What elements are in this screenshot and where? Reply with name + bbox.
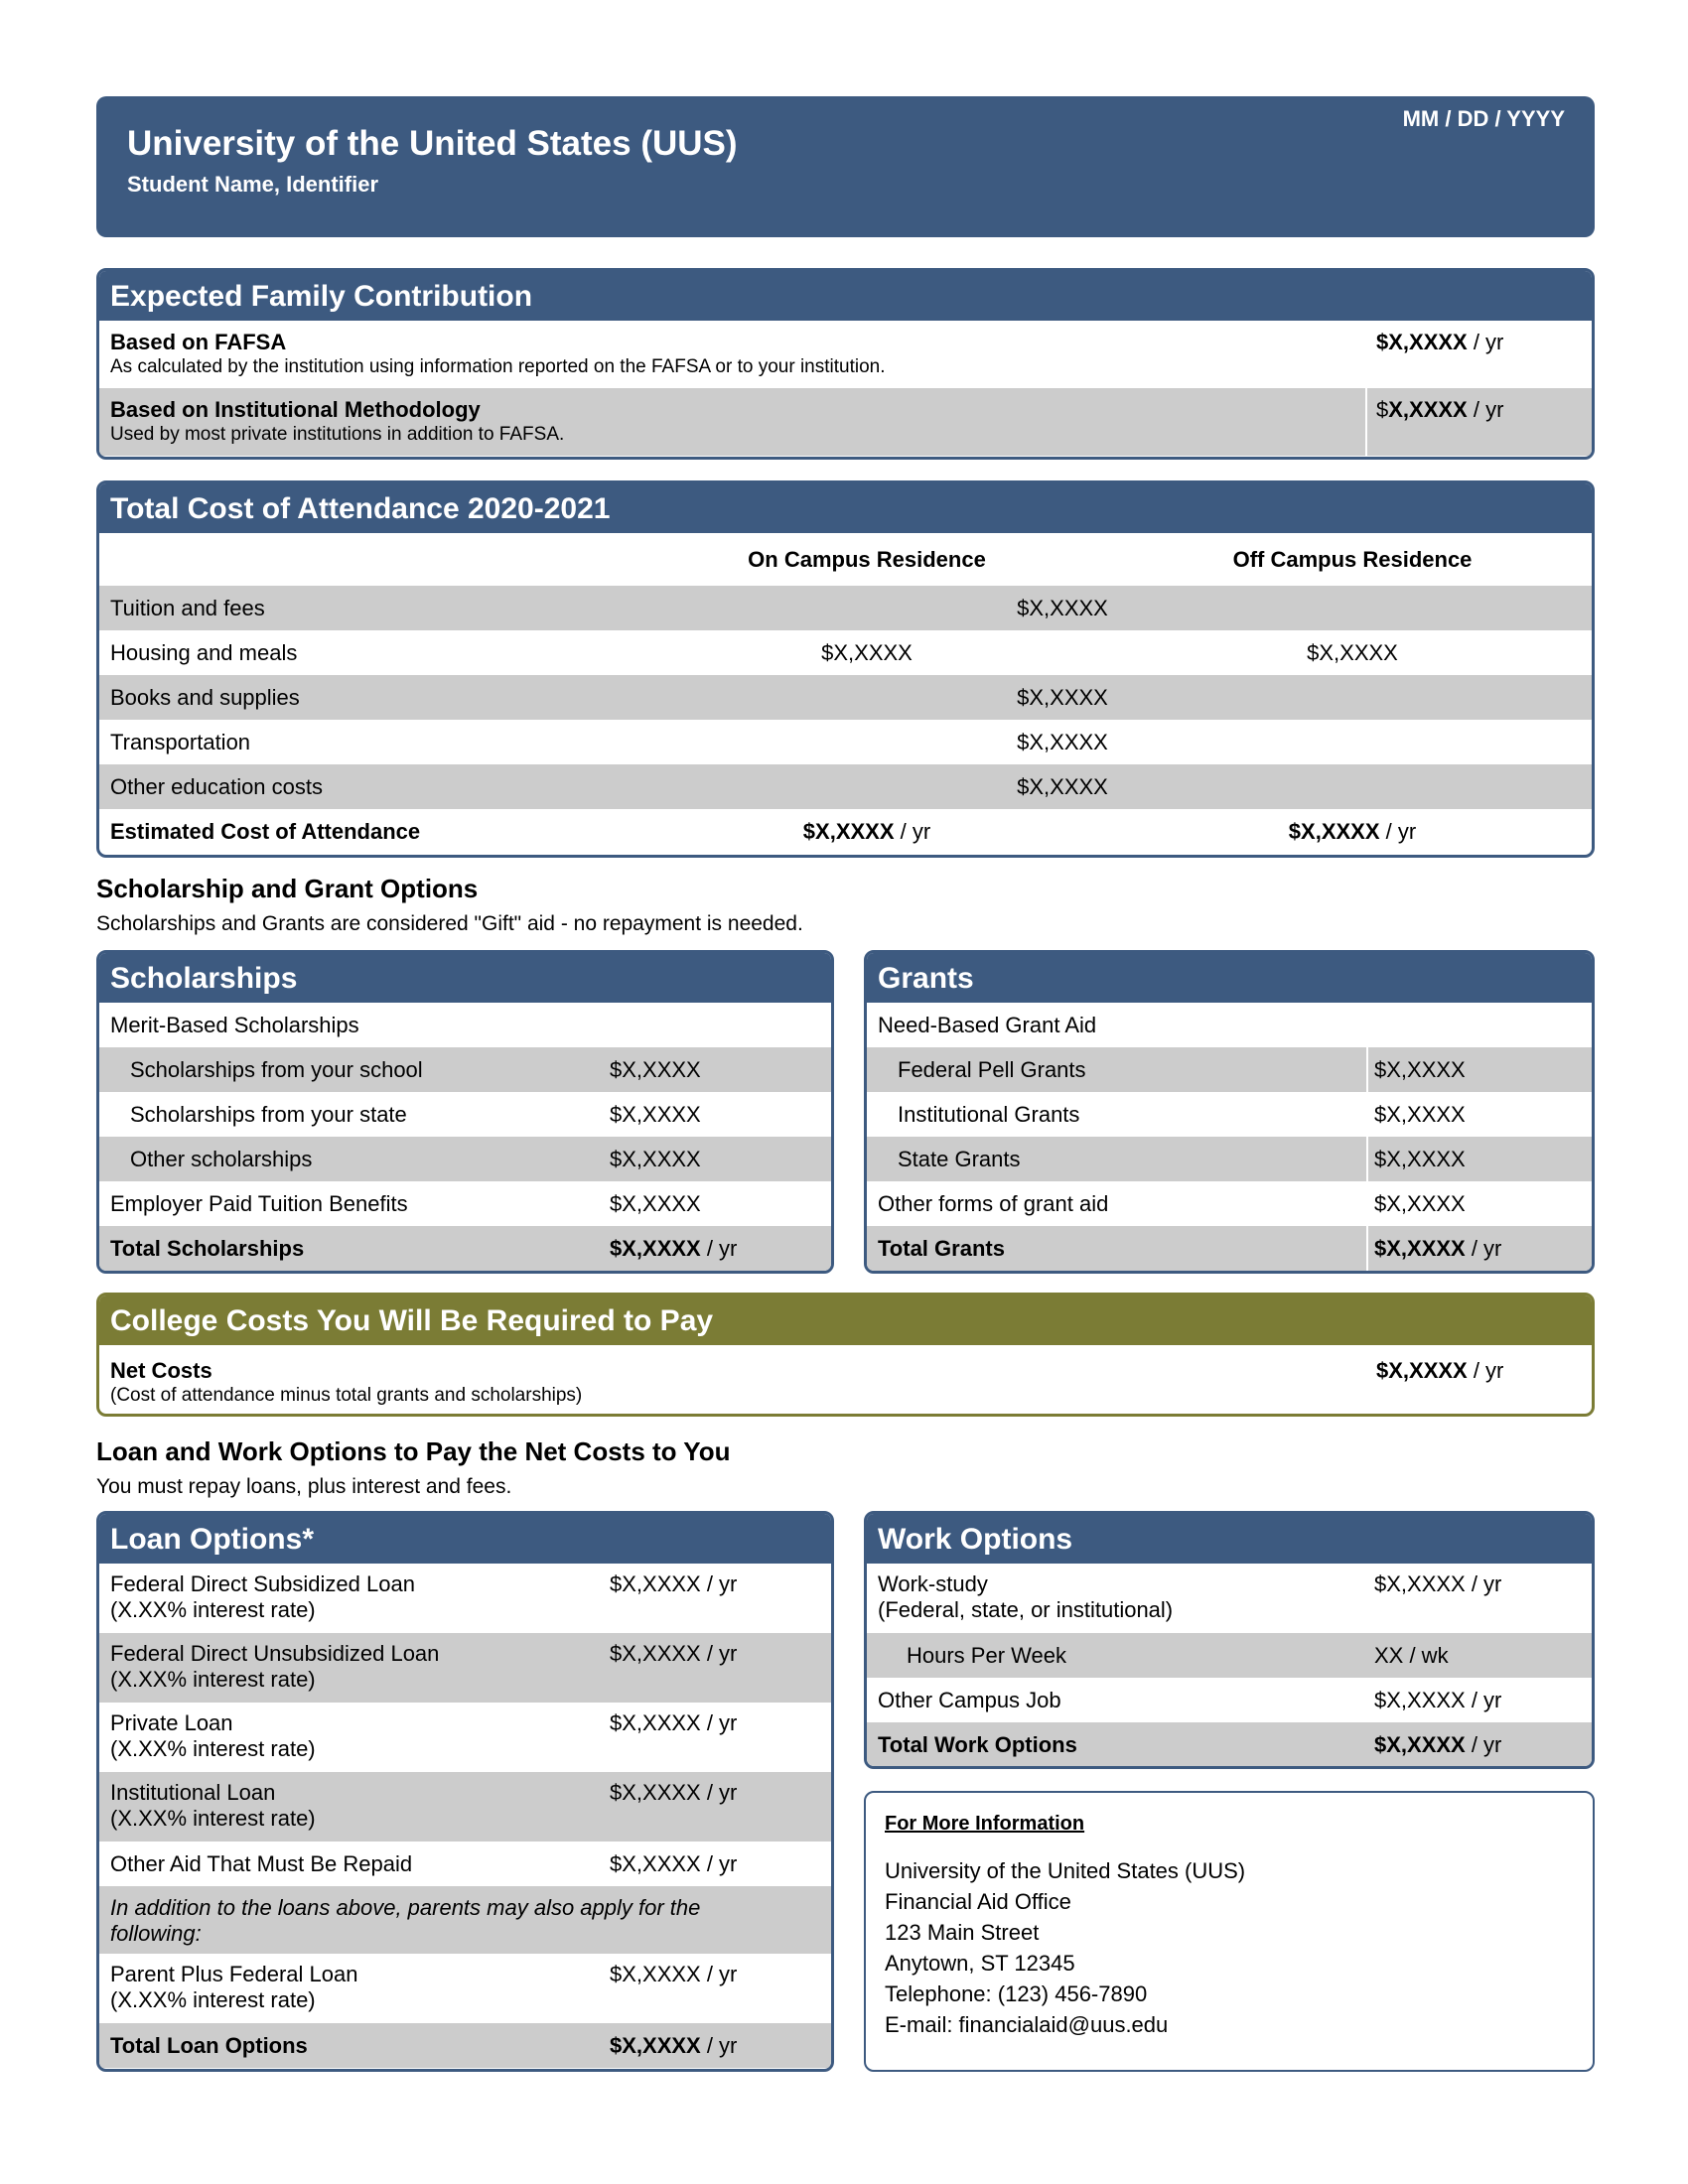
coa-col-on-campus: On Campus Residence [748, 547, 986, 572]
loans-total-value: $X,XXXX / yr [610, 2033, 738, 2058]
grant-item-label: Federal Pell Grants [898, 1057, 1086, 1082]
efc-fafsa-desc: As calculated by the institution using information reported on the FAFSA or to your institution. [110, 356, 886, 377]
student-identifier: Student Name, Identifier [127, 172, 379, 197]
coa-col-off-campus: Off Campus Residence [1232, 547, 1473, 572]
work-options-title: Work Options [867, 1514, 1592, 1564]
work-study-value: $X,XXXX / yr [1374, 1571, 1502, 1596]
parent-loan-note [99, 1886, 831, 1954]
coa-row-label: Transportation [110, 730, 251, 754]
parent-plus-loan-row [99, 1954, 831, 2023]
school-title: University of the United States (UUS) [127, 124, 738, 163]
grant-item-value: $X,XXXX [1374, 1057, 1466, 1082]
other-aid-label: Other Aid That Must Be Repaid [110, 1851, 413, 1876]
loan-item-label: Institutional Loan (X.XX% interest rate) [110, 1780, 316, 1831]
grants-section [864, 950, 1595, 1274]
gift-aid-subtext: Scholarships and Grants are considered "Gift" aid - no repayment is needed. [96, 912, 803, 935]
coa-row-tuition [99, 586, 1592, 630]
loan-item [99, 1772, 831, 1842]
scholarship-item-label: Other scholarships [130, 1147, 313, 1171]
contact-info-box [864, 1791, 1595, 2072]
date-field: MM / DD / YYYY [1402, 106, 1565, 131]
loan-item-label: Private Loan (X.XX% interest rate) [110, 1710, 316, 1761]
contact-phone: Telephone: (123) 456-7890 [885, 1981, 1148, 2006]
efc-fafsa-amount: $X,XXXX / yr [1376, 330, 1504, 354]
grant-item-value: $X,XXXX [1374, 1147, 1466, 1171]
campus-job-row [867, 1678, 1592, 1722]
other-aid-value: $X,XXXX / yr [610, 1851, 738, 1876]
loan-options-title: Loan Options* [99, 1514, 831, 1564]
scholarship-item [99, 1092, 831, 1137]
contact-info-lines [885, 1855, 1245, 2040]
grant-group-label: Need-Based Grant Aid [878, 1013, 1097, 1037]
coa-row-transportation [99, 720, 1592, 764]
coa-row-value: $X,XXXX [1017, 774, 1108, 799]
loan-item-value: $X,XXXX / yr [610, 1641, 738, 1666]
hours-per-week-value: XX / wk [1374, 1643, 1449, 1668]
campus-job-value: $X,XXXX / yr [1374, 1688, 1502, 1712]
grants-total-label: Total Grants [878, 1236, 1005, 1261]
contact-line: University of the United States (UUS) [885, 1858, 1246, 1883]
coa-title: Total Cost of Attendance 2020-2021 [99, 483, 1592, 533]
parent-loan-note-text: In addition to the loans above, parents may also apply for the following: [110, 1895, 701, 1946]
loan-work-heading: Loan and Work Options to Pay the Net Costs to You [96, 1436, 731, 1466]
loan-item-value: $X,XXXX / yr [610, 1571, 738, 1596]
parent-plus-loan-label: Parent Plus Federal Loan (X.XX% interest rate) [110, 1962, 358, 2012]
efc-section [96, 268, 1595, 460]
net-costs-section [96, 1293, 1595, 1417]
employer-benefits-value: $X,XXXX [610, 1191, 701, 1216]
efc-inst-amount: $X,XXXX / yr [1376, 397, 1504, 422]
loan-item [99, 1633, 831, 1703]
coa-total-off: $X,XXXX / yr [1288, 819, 1417, 844]
coa-row-value: $X,XXXX [1017, 685, 1108, 710]
scholarship-group-label: Merit-Based Scholarships [110, 1013, 359, 1037]
grant-item [867, 1092, 1592, 1137]
net-costs-desc: (Cost of attendance minus total grants and scholarships) [110, 1385, 583, 1406]
net-costs-value: $X,XXXX / yr [1376, 1358, 1504, 1383]
contact-line: Anytown, ST 12345 [885, 1951, 1075, 1976]
contact-line: 123 Main Street [885, 1920, 1040, 1945]
work-study-label: Work-study (Federal, state, or institutional) [878, 1571, 1174, 1622]
scholarship-group [99, 1003, 831, 1047]
parent-plus-loan-value: $X,XXXX / yr [610, 1962, 738, 1986]
work-total-value: $X,XXXX / yr [1374, 1732, 1502, 1757]
work-options-section [864, 1511, 1595, 1769]
efc-fafsa-label: Based on FAFSA [110, 330, 287, 354]
cost-of-attendance-section [96, 480, 1595, 858]
net-costs-title: College Costs You Will Be Required to Pay [99, 1296, 1592, 1345]
loan-item-label: Federal Direct Subsidized Loan (X.XX% interest rate) [110, 1571, 415, 1622]
loan-work-subtext: You must repay loans, plus interest and fees. [96, 1475, 512, 1498]
loans-total-label: Total Loan Options [110, 2033, 308, 2058]
coa-row-label: Tuition and fees [110, 596, 265, 620]
grant-item [867, 1047, 1592, 1092]
efc-title: Expected Family Contribution [99, 271, 1592, 321]
efc-row-institutional [99, 388, 1592, 456]
loan-item [99, 1564, 831, 1633]
hours-per-week-row [867, 1633, 1592, 1678]
coa-row-value: $X,XXXX [1017, 596, 1108, 620]
scholarship-item-value: $X,XXXX [610, 1147, 701, 1171]
other-grant-value: $X,XXXX [1374, 1191, 1466, 1216]
efc-inst-desc: Used by most private institutions in addition to FAFSA. [110, 424, 565, 445]
loans-total-row [99, 2023, 831, 2068]
loan-item-value: $X,XXXX / yr [610, 1710, 738, 1735]
work-total-row [867, 1722, 1592, 1767]
loan-item-value: $X,XXXX / yr [610, 1780, 738, 1805]
gift-aid-heading: Scholarship and Grant Options [96, 874, 479, 903]
grant-item-label: Institutional Grants [898, 1102, 1080, 1127]
scholarship-item-value: $X,XXXX [610, 1057, 701, 1082]
grant-item [867, 1137, 1592, 1181]
coa-row-total [99, 809, 1592, 854]
other-grant-label: Other forms of grant aid [878, 1191, 1109, 1216]
net-costs-label: Net Costs [110, 1358, 212, 1383]
other-grant-row [867, 1181, 1592, 1226]
scholarships-total-row [99, 1226, 831, 1271]
hours-per-week-label: Hours Per Week [907, 1643, 1066, 1668]
scholarships-total-value: $X,XXXX / yr [610, 1236, 738, 1261]
scholarship-item-label: Scholarships from your state [130, 1102, 407, 1127]
efc-inst-label: Based on Institutional Methodology [110, 397, 481, 422]
grant-item-value: $X,XXXX [1374, 1102, 1466, 1127]
coa-row-on-value: $X,XXXX [821, 640, 913, 665]
coa-total-label: Estimated Cost of Attendance [110, 819, 421, 844]
coa-row-off-value: $X,XXXX [1307, 640, 1398, 665]
campus-job-label: Other Campus Job [878, 1688, 1061, 1712]
employer-benefits-label: Employer Paid Tuition Benefits [110, 1191, 408, 1216]
scholarship-item-label: Scholarships from your school [130, 1057, 423, 1082]
grants-total-value: $X,XXXX / yr [1374, 1236, 1502, 1261]
coa-row-housing [99, 630, 1592, 675]
work-study-row [867, 1564, 1592, 1633]
scholarship-item [99, 1047, 831, 1092]
loan-item [99, 1703, 831, 1772]
work-total-label: Total Work Options [878, 1732, 1077, 1757]
scholarships-section [96, 950, 834, 1274]
coa-row-books [99, 675, 1592, 720]
grant-group [867, 1003, 1592, 1047]
scholarship-item-value: $X,XXXX [610, 1102, 701, 1127]
coa-row-label: Housing and meals [110, 640, 298, 665]
coa-row-other [99, 764, 1592, 809]
loan-item-label: Federal Direct Unsubsidized Loan (X.XX% interest rate) [110, 1641, 440, 1692]
loan-options-section [96, 1511, 834, 2072]
efc-row-fafsa [99, 321, 1592, 388]
coa-row-value: $X,XXXX [1017, 730, 1108, 754]
scholarships-title: Scholarships [99, 953, 831, 1003]
other-aid-row [99, 1842, 831, 1886]
page-header [96, 96, 1595, 237]
scholarships-total-label: Total Scholarships [110, 1236, 305, 1261]
coa-total-on: $X,XXXX / yr [802, 819, 931, 844]
coa-column-headers [99, 533, 1592, 586]
coa-row-label: Other education costs [110, 774, 324, 799]
scholarship-item [99, 1137, 831, 1181]
grants-title: Grants [867, 953, 1592, 1003]
coa-row-label: Books and supplies [110, 685, 300, 710]
grants-total-row [867, 1226, 1592, 1271]
contact-info-title: For More Information [885, 1813, 1085, 1835]
grant-item-label: State Grants [898, 1147, 1021, 1171]
contact-line: Financial Aid Office [885, 1889, 1071, 1914]
employer-benefits-row [99, 1181, 831, 1226]
contact-email[interactable]: E-mail: financialaid@uus.edu [885, 2012, 1169, 2037]
